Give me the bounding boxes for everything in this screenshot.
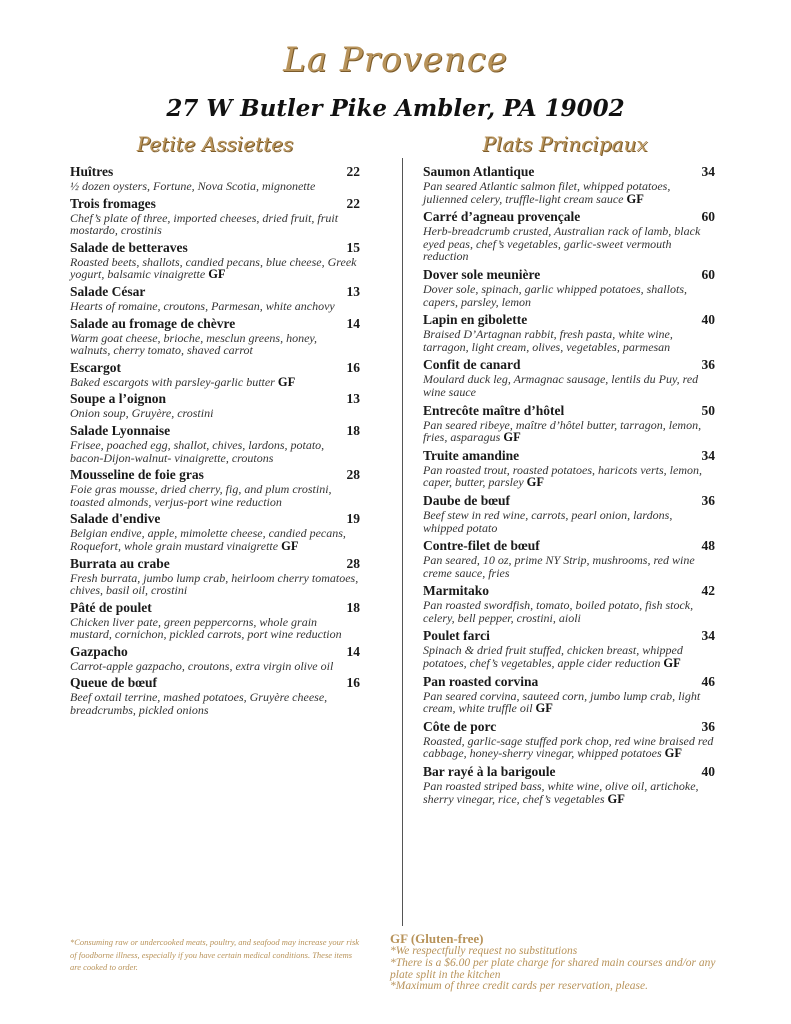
menu-item [423, 164, 715, 205]
menu-item-description [423, 283, 715, 308]
menu-item-name: Gazpacho [70, 643, 128, 659]
gluten-free-badge: GF [663, 656, 681, 671]
menu-item-description [423, 735, 715, 760]
menu-item-header [423, 164, 715, 180]
menu-item-description [70, 256, 360, 281]
menu-item-header [70, 284, 360, 300]
menu-item-description-text: Foie gras mousse, dried cherry, fig, and plum crostini, toasted almonds, verjus-port wine reduction [70, 482, 332, 509]
menu-item [423, 538, 715, 579]
menu-item-header [423, 312, 715, 328]
menu-item [70, 360, 360, 389]
menu-item-price: 48 [701, 538, 715, 554]
menu-item-price: 40 [701, 764, 715, 780]
menu-item-price: 60 [701, 266, 715, 282]
menu-item-name: Contre-filet de bœuf [423, 538, 540, 554]
menu-item-header [423, 674, 715, 690]
menu-item-header [423, 403, 715, 419]
menu-item [423, 267, 715, 308]
menu-item-description [70, 376, 360, 389]
menu-item-description [70, 691, 360, 716]
menu-item-header [70, 467, 360, 483]
menu-item-description-text: Roasted, garlic-sage stuffed pork chop, red wine braised red cabbage, honey-sherry vinegar, whipped potatoes [423, 733, 714, 761]
gluten-free-badge: GF [526, 475, 545, 490]
menu-item [70, 316, 360, 357]
menu-item-name: Burrata au crabe [70, 555, 170, 571]
menu-item-price: 50 [701, 402, 715, 418]
menu-item-description [70, 483, 360, 508]
menu-item [70, 423, 360, 464]
menu-item [423, 209, 715, 263]
menu-item-name: Huîtres [70, 164, 114, 179]
menu-item-description [423, 644, 715, 669]
menu-item [70, 467, 360, 508]
menu-item-description-text: Pan roasted striped bass, white wine, olive oil, artichoke, sherry vinegar, rice, chef’s vegetables [423, 779, 699, 806]
menu-item-header [423, 357, 715, 373]
menu-item-header [70, 644, 360, 660]
menu-item-description [423, 373, 715, 398]
menu-item-price: 36 [701, 718, 715, 734]
menu-item-description-text: Spinach & dried fruit stuffed, chicken breast, whipped potatoes, chef’s vegetables, apple cider reduction [423, 643, 683, 671]
menu-item-price: 15 [346, 239, 360, 255]
menu-item-price: 14 [346, 315, 360, 331]
menu-item-description [423, 328, 715, 353]
menu-item [423, 764, 715, 805]
menu-item-price: 19 [346, 511, 360, 527]
menu-item-description [70, 407, 360, 420]
menu-item-header [70, 240, 360, 256]
menu-item [70, 391, 360, 420]
menu-item-price: 13 [346, 283, 360, 299]
menu-item-name: Queue de bœuf [70, 675, 158, 691]
menu-item-price: 22 [346, 195, 360, 211]
gluten-free-key: GF (Gluten-free) [390, 931, 484, 946]
gluten-free-badge: GF [281, 538, 299, 553]
gluten-free-badge: GF [626, 191, 644, 206]
menu-item-header [70, 164, 360, 180]
menu-item [423, 312, 715, 353]
menu-item [70, 556, 360, 597]
menu-item-description-text: Carrot-apple gazpacho, croutons, extra virgin olive oil [70, 658, 334, 673]
menu-item-name: Escargot [70, 359, 121, 375]
restaurant-address: 27 W Butler Pike Ambler, PA 19002 [166, 95, 625, 122]
menu-item-price: 46 [701, 673, 715, 689]
menu-item-price: 42 [701, 583, 715, 599]
menu-item-name: Salade d'endive [70, 511, 161, 527]
menu-item-description [70, 616, 360, 641]
menu-item [70, 600, 360, 641]
menu-item-price: 36 [701, 357, 715, 373]
menu-item-description-text: Pan seared, 10 oz, prime NY Strip, mushrooms, red wine creme sauce, fries [423, 553, 695, 580]
menu-item [423, 583, 715, 624]
menu-item-name: Bar rayé à la barigoule [423, 764, 556, 780]
menu-item [423, 628, 715, 669]
menu-item-description [423, 509, 715, 534]
menu-item-name: Salade César [70, 283, 146, 299]
menu-item-description [423, 780, 715, 805]
menu-item-price: 18 [346, 599, 360, 615]
section-heading-petite-assiettes: Petite Assiettes [136, 132, 294, 156]
menu-item-description [70, 180, 360, 193]
menu-item-description-text: Pan roasted swordfish, tomato, boiled potato, fish stock, celery, bell pepper, crostini, aioli [423, 598, 694, 625]
menu-item-description-text: Pan seared ribeye, maître d’hôtel butter, tarragon, lemon, fries, asparagus [423, 417, 702, 445]
menu-item-description-text: ½ dozen oysters, Fortune, Nova Scotia, mignonette [70, 179, 316, 193]
menu-item-name: Mousseline de foie gras [70, 467, 204, 483]
menu-item-header [423, 493, 715, 509]
menu-item-price: 28 [346, 555, 360, 571]
menu-item-name: Poulet farci [423, 628, 490, 644]
menu-item-description [70, 212, 360, 237]
menu-item-description-text: Roasted beets, shallots, candied pecans, blue cheese, Greek yogurt, balsamic vinaigrette [70, 254, 357, 282]
menu-item-name: Truite amandine [423, 447, 520, 463]
menu-item [423, 674, 715, 715]
menu-item [423, 403, 715, 444]
menu-item-description-text: Braised D’Artagnan rabbit, fresh pasta, white wine, tarragon, light cream, olives, vegetables, parmesan [423, 327, 673, 354]
menu-item-price: 16 [346, 359, 360, 375]
menu-item-name: Salade Lyonnaise [70, 422, 171, 438]
menu-item-name: Salade au fromage de chèvre [70, 315, 236, 331]
menu-item-description [423, 599, 715, 624]
menu-item-description-text: Dover sole, spinach, garlic whipped potatoes, shallots, capers, parsley, lemon [423, 281, 687, 309]
menu-item-price: 16 [346, 675, 360, 691]
menu-item [423, 719, 715, 760]
menu-item-description-text: Pan seared Atlantic salmon filet, whipped potatoes, julienned celery, truffle-light cream sauce [423, 179, 671, 206]
menu-item-header [70, 391, 360, 407]
menu-item-description [70, 572, 360, 597]
menu-item-description-text: Baked escargots with parsley-garlic butter [70, 374, 275, 389]
menu-item [70, 196, 360, 237]
menu-item-description [423, 419, 715, 444]
menu-item [70, 284, 360, 313]
menu-item-name: Pâté de poulet [70, 599, 152, 615]
menu-item-description-text: Beef stew in red wine, carrots, pearl onion, lardons, whipped potato [423, 507, 673, 535]
menu-item-header [70, 360, 360, 376]
menu-item-header [423, 209, 715, 225]
menu-item-name: Pan roasted corvina [423, 673, 539, 689]
gluten-free-badge: GF [503, 430, 521, 445]
menu-item-description [423, 180, 715, 205]
menu-item-description [423, 554, 715, 579]
menu-item [70, 675, 360, 716]
menu-item-description-text: Pan roasted trout, roasted potatoes, haricots verts, lemon, caper, butter, parsley [423, 462, 702, 490]
menu-item-description-text: Frisee, poached egg, shallot, chives, lardons, potato, bacon-Dijon-walnut- vinaigrette, croutons [70, 437, 325, 465]
menu-item-description-text: Chef’s plate of three, imported cheeses, dried fruit, fruit mostardo, crostinis [70, 210, 339, 238]
menu-item-description-text: Herb-breadcrumb crusted, Australian rack of lamb, black eyed peas, chef’s vegetables, garlic-sweet vermouth reduction [423, 224, 701, 264]
menu-item-description-text: Pan seared corvina, sauteed corn, jumbo lump crab, light cream, white truffle oil [423, 688, 701, 716]
menu-item-header [70, 196, 360, 212]
menu-item-description-text: Belgian endive, apple, mimolette cheese, candied pecans, Roquefort, whole grain mustard vinaigrette [70, 526, 346, 553]
menu-item-header [70, 556, 360, 572]
menu-item-description [423, 690, 715, 715]
menu-item [70, 240, 360, 281]
menu-item [423, 357, 715, 398]
menu-item-header [70, 675, 360, 691]
menu-item-description-text: Onion soup, Gruyère, crostini [70, 406, 214, 421]
restaurant-title: La Provence [283, 40, 508, 80]
menu-item-price: 40 [701, 312, 715, 328]
menu-item [70, 511, 360, 552]
appetizer-list [70, 164, 360, 720]
menu-item-description [423, 464, 715, 489]
menu-item-header [423, 764, 715, 780]
menu-item-price: 22 [346, 164, 360, 179]
note-substitutions: *We respectfully request no substitutions [390, 945, 578, 957]
menu-item-description-text: Hearts of romaine, croutons, Parmesan, white anchovy [70, 298, 335, 313]
menu-item-price: 28 [346, 467, 360, 483]
menu-item-name: Daube de bœuf [423, 492, 511, 508]
menu-item-header [423, 719, 715, 735]
main-course-list [423, 164, 715, 809]
menu-item-description [70, 527, 360, 552]
menu-item-price: 14 [346, 643, 360, 659]
menu-item-price: 60 [701, 209, 715, 225]
menu-item-description [70, 300, 360, 313]
menu-item-header [423, 583, 715, 599]
menu-item-name: Lapin en gibolette [423, 312, 528, 328]
menu-item-header [70, 316, 360, 332]
menu-item-name: Marmitako [423, 583, 489, 599]
section-heading-plats-principaux: Plats Principaux [482, 132, 648, 156]
menu-item-description-text: Fresh burrata, jumbo lump crab, heirloom cherry tomatoes, chives, basil oil, crostini [70, 570, 359, 598]
menu-item-name: Entrecôte maître d’hôtel [423, 402, 565, 418]
menu-item-description [423, 225, 715, 263]
menu-item-header [70, 600, 360, 616]
menu-item-description [70, 660, 360, 673]
menu-item-header [70, 511, 360, 527]
menu-item-price: 18 [346, 422, 360, 438]
menu-item [423, 493, 715, 534]
menu-item-name: Trois fromages [70, 195, 156, 211]
menu-item-name: Soupe a l’oignon [70, 391, 167, 407]
menu-notes [390, 931, 730, 993]
menu-item-header [423, 267, 715, 283]
menu-item [70, 164, 360, 193]
menu-item-name: Saumon Atlantique [423, 164, 535, 179]
gluten-free-badge: GF [535, 701, 553, 716]
menu-item-name: Confit de canard [423, 357, 521, 373]
menu-item-description [70, 439, 360, 464]
menu-item-price: 34 [701, 164, 715, 179]
menu-item-name: Carré d’agneau provençale [423, 209, 581, 225]
note-credit-cards: *Maximum of three credit cards per reservation, please. [390, 980, 648, 993]
gluten-free-badge: GF [607, 791, 625, 806]
menu-item [70, 644, 360, 673]
menu-item-price: 36 [701, 492, 715, 508]
menu-item-header [423, 628, 715, 644]
menu-item-header [423, 448, 715, 464]
menu-item-description-text: Beef oxtail terrine, mashed potatoes, Gruyère cheese, breadcrumbs, pickled onions [70, 690, 328, 718]
menu-item-name: Salade de betteraves [70, 239, 188, 255]
gluten-free-badge: GF [208, 267, 226, 282]
menu-item-description-text: Moulard duck leg, Armagnac sausage, lentils du Puy, red wine sauce [423, 372, 699, 399]
column-divider [402, 158, 403, 926]
menu-item-name: Côte de porc [423, 718, 497, 734]
menu-item-description-text: Warm goat cheese, brioche, mesclun greens, honey, walnuts, cherry tomato, shaved carrot [70, 330, 318, 358]
menu-item-price: 13 [346, 391, 360, 407]
menu-item-description-text: Chicken liver pate, green peppercorns, whole grain mustard, cornichon, pickled carrots, port wine reduction [70, 614, 342, 642]
menu-item-header [423, 538, 715, 554]
menu-item-price: 34 [701, 628, 715, 644]
gluten-free-badge: GF [664, 746, 682, 761]
gluten-free-badge: GF [277, 374, 296, 389]
menu-item [423, 448, 715, 489]
menu-item-header [70, 423, 360, 439]
food-safety-disclaimer: *Consuming raw or undercooked meats, poultry, and seafood may increase your risk of foodborne illness, especially if you have certain medical conditions. These items are cooked to order. [70, 937, 360, 972]
menu-item-price: 34 [701, 447, 715, 463]
note-split-charge: *There is a $6.00 per plate charge for shared main courses and/or any plate split in the kitchen [390, 956, 716, 981]
menu-item-description [70, 332, 360, 357]
menu-item-name: Dover sole meunière [423, 266, 541, 282]
